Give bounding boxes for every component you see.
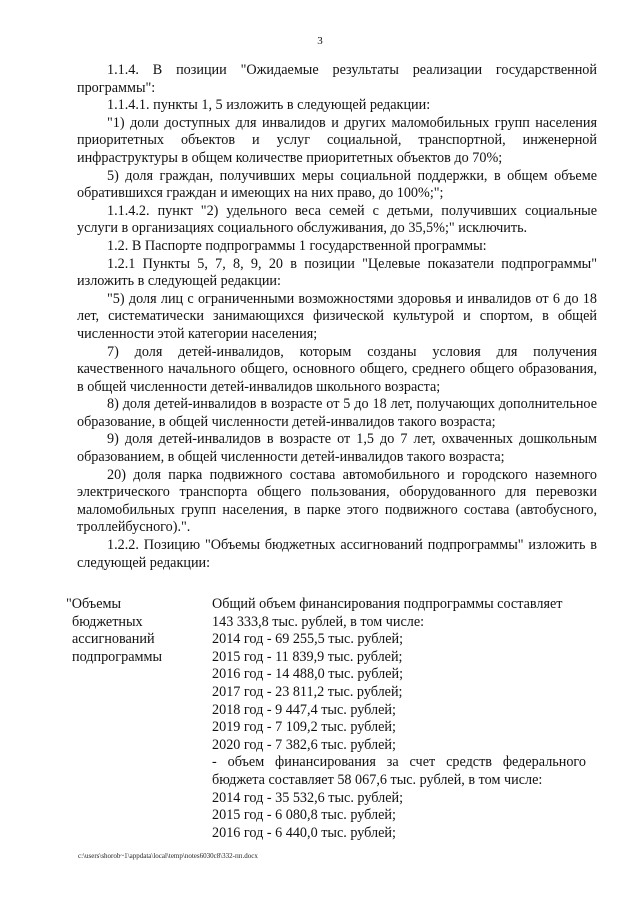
table-value-line: 143 333,8 тыс. рублей, в том числе: xyxy=(212,613,425,630)
paragraph: 20) доля парка подвижного состава автомобильного и городского наземного электрического транспорта общего пользования, оборудованного для перевозки маломобильных групп населения, в парке этого подвижного состава (автобусного, троллейбусного).". xyxy=(77,466,597,536)
paragraph: 9) доля детей-инвалидов в возрасте от 1,5 до 7 лет, охваченных дошкольным образованием, в общей численности детей-инвалидов такого возраста; xyxy=(77,431,597,466)
paragraph: 1.1.4.1. пункты 1, 5 изложить в следующей редакции: xyxy=(107,97,431,114)
paragraph: 8) доля детей-инвалидов в возрасте от 5 до 18 лет, получающих дополнительное образование, в общей численности детей-инвалидов такого возраста; xyxy=(77,396,597,430)
paragraph: 1.2.2. Позицию "Объемы бюджетных ассигнований подпрограммы" изложить в следующей редакции: xyxy=(77,537,597,571)
table-value-line: 2017 год - 23 811,2 тыс. рублей; xyxy=(212,683,403,700)
table-value-line: - объем финансирования за счет средств федерального бюджета составляет 58 067,6 тыс. рублей, в том числе: xyxy=(212,754,586,788)
table-value-line: 2015 год - 6 080,8 тыс. рублей; xyxy=(212,807,396,824)
table-value-line: 2016 год - 6 440,0 тыс. рублей; xyxy=(212,824,396,841)
table-label-line: "Объемы xyxy=(66,596,122,612)
table-value-line: 2014 год - 69 255,5 тыс. рублей; xyxy=(212,631,404,648)
paragraph: 1.2.1 Пункты 5, 7, 8, 9, 20 в позиции "Целевые показатели подпрограммы" изложить в следующей редакции: xyxy=(77,255,597,290)
paragraph: "1) доли доступных для инвалидов и других маломобильных групп населения приоритетных объектов и услуг социальной, транспортной, инженерной инфраструктуры в общем количестве приоритетных объектов до 70%; xyxy=(77,114,597,166)
table-value-line: 2016 год - 14 488,0 тыс. рублей; xyxy=(212,666,404,683)
table-value-line: 2019 год - 7 109,2 тыс. рублей; xyxy=(212,719,396,736)
table-label-line: подпрограммы xyxy=(72,648,162,665)
table-value-column xyxy=(212,596,586,842)
table-label-column xyxy=(66,596,212,842)
table-value-line: 2014 год - 35 532,6 тыс. рублей; xyxy=(212,789,404,806)
table-label-line: ассигнований xyxy=(72,631,155,648)
paragraph: 1.1.4.2. пункт "2) удельного веса семей с детьми, получивших социальные услуги в организациях социального обслуживания, до 35,5%;" исключить. xyxy=(77,202,597,237)
table-value-line: 2020 год - 7 382,6 тыс. рублей; xyxy=(212,736,396,753)
page-number: 3 xyxy=(317,35,323,47)
table-value-line: 2018 год - 9 447,4 тыс. рублей; xyxy=(212,701,396,718)
paragraph: 1.2. В Паспорте подпрограммы 1 государственной программы: xyxy=(107,237,487,254)
paragraph: 1.1.4. В позиции "Ожидаемые результаты реализации государственной программы": xyxy=(77,62,597,96)
budget-table xyxy=(66,596,606,842)
table-value-line: Общий объем финансирования подпрограммы составляет xyxy=(212,596,563,612)
document-body xyxy=(77,62,597,572)
paragraph: 5) доля граждан, получивших меры социальной поддержки, в общем объеме обратившихся граждан и имеющих на них право, до 100%;"; xyxy=(77,167,597,202)
file-path-footer: c:\users\shorob~1\appdata\local\temp\notes6030c8\332-пп.docx xyxy=(78,852,258,860)
paragraph: "5) доля лиц с ограниченными возможностями здоровья и инвалидов от 6 до 18 лет, систематически занимающихся физической культурой и спортом, в общей численности этой категории населения; xyxy=(77,290,597,342)
paragraph: 7) доля детей-инвалидов, которым созданы условия для получения качественного начального общего, основного общего, среднего общего образования, в общей численности детей-инвалидов школьного возраста; xyxy=(77,343,597,395)
table-label-line: бюджетных xyxy=(72,613,143,630)
table-value-line: 2015 год - 11 839,9 тыс. рублей; xyxy=(212,648,403,665)
